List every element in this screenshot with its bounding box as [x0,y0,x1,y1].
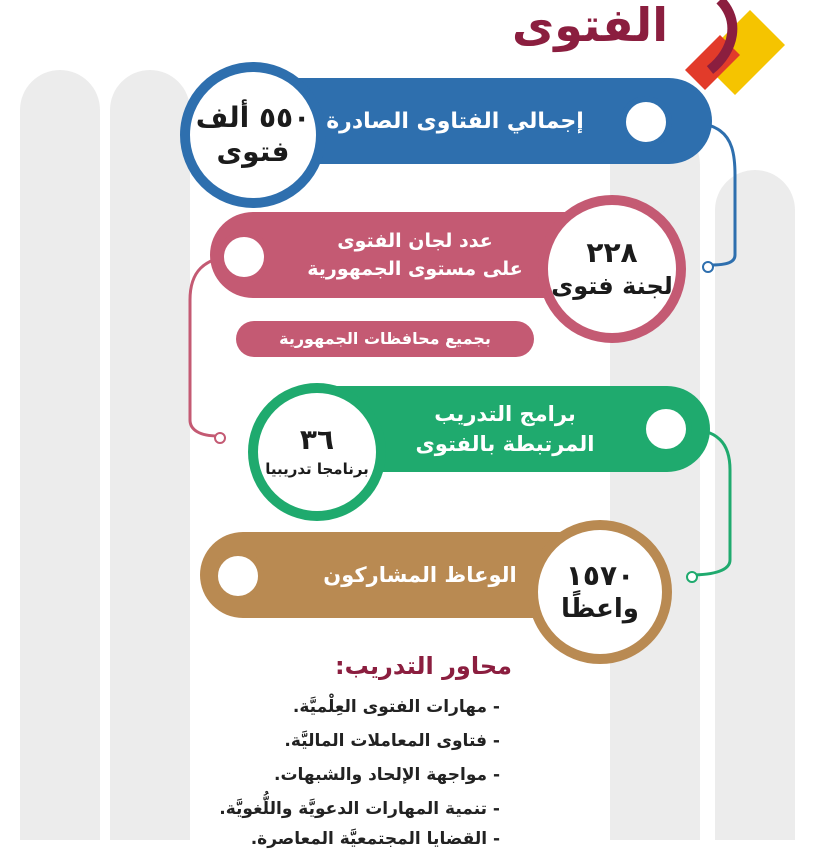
ring-icon [640,403,692,455]
stat-number: ٥٥٠ ألف [195,101,311,134]
stat-unit: واعظًا [561,594,639,624]
stat-label [285,212,545,298]
stat-unit: برنامجا تدريبيا [265,460,369,478]
stat-label-line2: على مستوى الجمهورية [307,258,523,280]
stat-unit: فتوى [216,135,290,168]
stat-number: ٣٦ [299,423,335,456]
training-heading: محاور التدريب: [335,652,512,680]
stat-number: ٢٢٨ [586,236,638,269]
list-item: - مهارات الفتوى العِلْميَّة. [292,697,500,717]
stat-note: بجميع محافظات الجمهورية [279,329,491,348]
connector-dot [702,261,714,273]
stat-label [300,78,610,164]
ring-icon [620,96,672,148]
stat-number: ١٥٧٠ [565,559,635,592]
stat-number-circle [180,62,326,208]
ring-icon [218,231,270,283]
stat-label-line1: برامج التدريب [434,402,576,426]
stat-unit: لجنة فتوى [551,272,673,300]
stat-number-circle [538,195,686,343]
list-item: - فتاوى المعاملات الماليَّة. [284,731,500,751]
connector-dot [686,571,698,583]
list-item: - تنمية المهارات الدعويَّة واللُّغويَّة. [219,799,500,819]
stat-label [290,532,550,618]
stat-label-line1: إجمالي الفتاوى الصادرة [326,108,584,134]
ring-icon [212,550,264,602]
list-item: - مواجهة الإلحاد والشبهات. [274,765,500,785]
list-item: - القضايا المجتمعيَّة المعاصرة. [250,829,500,849]
stat-label-line1: الوعاظ المشاركون [323,563,517,587]
stat-label-line2: المرتبطة بالفتوى [415,432,595,456]
stat-note-pill [236,321,534,357]
stat-label [380,386,630,472]
stat-number-circle [528,520,672,664]
stat-label-line1: عدد لجان الفتوى [337,230,493,252]
page-title: الفتوى [512,0,668,52]
stat-number-circle [248,383,386,521]
connector-dot [214,432,226,444]
